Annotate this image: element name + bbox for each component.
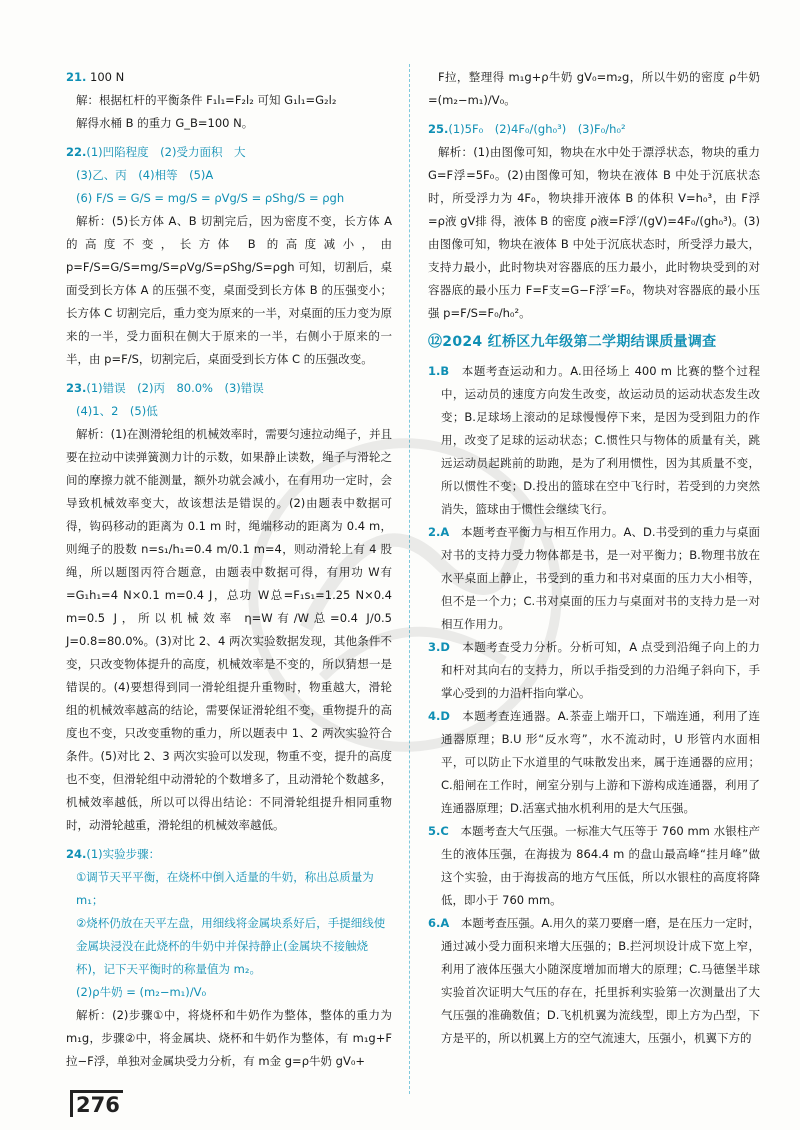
q22-line2: (3)乙、丙 (4)相等 (5)A [76,168,214,182]
q23-line2: (4)1、2 (5)低 [76,404,158,418]
section-title: ⑫2024 红桥区九年级第二学期结课质量调查 [428,334,717,350]
q24-line2: (2)ρ牛奶 = (m₂−m₁)/V₀ [76,985,207,999]
list-item: 4.D 本题考查连通器。A.茶壶上端开口，下端连通，利用了连通器原理；B.U 形“反水弯”，水不流动时，U 形管内水面相平，可以防止下水道里的气味散发出来，属于连通器的应用；C.船闸在工作时，闸室分别与上游和下游构成连通器，利用了连通器原理；D.活塞式抽水机利用的是大气压强。 [428,709,760,815]
q22-line3: (6) F/S = G/S = mg/S = ρVg/S = ρShg/S = ρgh [76,191,345,205]
q24-explanation: 解析：(2)步骤①中，将烧杯和牛奶作为整体，整体的重力为 m₁g，步骤②中，将金属块、烧杯和牛奶作为整体，有 m₁g+F拉−F浮，单独对金属块受力分析，有 m金 g=ρ牛奶 gV₀+ [66,1008,392,1068]
q25-explanation: 解析：(1)由图像可知，物块在水中处于漂浮状态，物块的重力 G=F浮=5F₀。(2)由图像可知，物块在液体 B 中处于沉底状态时，所受浮力为 4F₀，物块排开液体 B 的体积 V=h₀³，由 F浮=ρ液 gV排 得，液体 B 的密度 ρ液=F浮′/(gV)=4F₀/(gh₀³)。(3)由图像可知，物块在液体 B 中处于沉底状态时，所受浮力最大，支持力最小，此时物块对容器底的压力最小，此时物块受到的对容器底的最小压力 F=F支=G−F浮′=F₀，物块对容器底的最小压强 p=F/S=F₀/h₀²。 [428,145,760,320]
list-item: 3.D 本题考查受力分析。分析可知，A 点受到沿绳子向上的力和杆对其向右的支持力，所以手指受到的力沿绳子斜向下，手掌心受到的力沿杆指向掌心。 [428,640,760,700]
list-item: 2.A 本题考查平衡力与相互作用力。A、D.书受到的重力与桌面对书的支持力受力物体都是书，是一对平衡力；B.物理书放在水平桌面上静止，书受到的重力和书对桌面的压力大小相等，但不是一个力；C.书对桌面的压力与桌面对书的支持力是一对相互作用力。 [428,525,761,631]
q23-explanation: 解析：(1)在测滑轮组的机械效率时，需要匀速拉动绳子，并且要在拉动中读弹簧测力计的示数，如果静止读数，绳子与滑轮之间的摩擦力就不能测量，额外功就会减小，在有用功一定时，会导致机械效率变大，故该想法是错误的。(2)由题表中数据可得，钩码移动的距离为 0.1 m 时，绳端移动的距离为 0.4 m，则绳子的股数 n=s₁/h₁=0.4 m/0.1 m=4，则动滑轮上有 4 股绳，所以题图丙符合题意，由题表中数据可得，有用功 W有=G₁h₁=4 N×0.1 m=0.4 J，总功 W总=F₁s₁=1.25 N×0.4 m=0.5 J，所以机械效率 η=W有/W总=0.4 J/0.5 J=0.8=80.0%。(3)对比 2、4 两次实验数据发现，其他条件不变，只改变物体提升的高度，机械效率是不变的，所以猜想一是错误的。(4)要想得到同一滑轮组提升重物时，物重越大，滑轮组的机械效率越高的结论，需要保证滑轮组不变，重物提升的高度也不变，只改变重物的重力，所以题表中 1、2 两次实验符合条件。(5)对比 2、3 两次实验可以发现，物重不变，提升的高度也不变，但滑轮组中动滑轮的个数增多了，且动滑轮个数越多，机械效率越低，所以可以得出结论：不同滑轮组提升相同重物时，动滑轮越重，滑轮组的机械效率越低。 [66,427,392,832]
q24-continuation: F拉，整理得 m₁g+ρ牛奶 gV₀=m₂g，所以牛奶的密度 ρ牛奶=(m₂−m₁)/V₀。 [428,70,760,107]
q25-answer: 25.(1)5F₀ (2)4F₀/(gh₀³) (3)F₀/h₀² [428,122,626,136]
right-column [428,66,760,1050]
q24-answer: 24.(1)实验步骤： [66,847,161,861]
q23-answer: 23.(1)错误 (2)丙 80.0% (3)错误 [66,381,264,395]
q24-step2: ②烧杯仍放在天平左盘，用细线将金属块系好后，手提细线使金属块浸没在此烧杯的牛奶中并保持静止(金属块不接触烧杯)，记下天平衡时的称量值为 m₂。 [76,916,386,976]
q21-line2: 解得水桶 B 的重力 G_B=100 N。 [76,116,254,130]
list-item: 5.C 本题考查大气压强。一标准大气压等于 760 mm 水银柱产生的液体压强，在海拔为 864.4 m 的盘山最高峰“挂月峰”做这个实验，由于海拔高的地方气压低，所以水银柱的高度将降低，即小于 760 mm。 [428,824,760,907]
left-column [66,66,392,1073]
answer-list [428,360,760,1050]
list-item: 1.B 本题考查运动和力。A.田径场上 400 m 比赛的整个过程中，运动员的速度方向发生改变，故运动员的运动状态发生改变；B.足球场上滚动的足球慢慢停下来，是因为受到阻力的作用，改变了足球的运动状态；C.惯性只与物体的质量有关，跳远运动员起跳前的助跑，是为了利用惯性，因为其质量不变，所以惯性不变；D.投出的篮球在空中飞行时，若受到的力突然消失，篮球由于惯性会继续飞行。 [428,364,761,516]
list-item: 6.A 本题考查压强。A.用久的菜刀要磨一磨，是在压力一定时，通过减小受力面积来增大压强的；B.拦河坝设计成下宽上窄，利用了液体压强大小随深度增加而增大的原理；C.马德堡半球实验首次证明大气压的存在，托里拆利实验第一次测量出了大气压强的准确数值；D.飞机机翼为流线型，即上方为凸型，下方是平的，所以机翼上方的空气流速大，压强小，机翼下方的 [428,916,760,1045]
q22-explanation: 解析：(5)长方体 A、B 切割完后，因为密度不变，长方体 A 的高度不变，长方体 B 的高度减小，由 p=F/S=G/S=mg/S=ρVg/S=ρShg/S=ρgh 可知，切割后，桌面受到长方体 A 的压强不变，桌面受到长方体 B 的压强变小；长方体 C 切割完后，重力变为原来的一半，对桌面的压力变为原来的一半，受力面积在侧大于原来的一半，右侧小于原来的一半，由 p=F/S，切割完后，桌面受到长方体 C 的压强改变。 [66,214,392,366]
q21-line1: 解：根据杠杆的平衡条件 F₁l₁=F₂l₂ 可知 G₁l₁=G₂l₂ [76,93,337,107]
q24-step1: ①调节天平平衡，在烧杯中倒入适量的牛奶，称出总质量为 m₁； [76,870,374,907]
q21-answer: 21. 100 N [66,70,125,84]
q22-answer: 22.(1)凹陷程度 (2)受力面积 大 [66,145,246,159]
page-number: 276 [70,1090,123,1117]
